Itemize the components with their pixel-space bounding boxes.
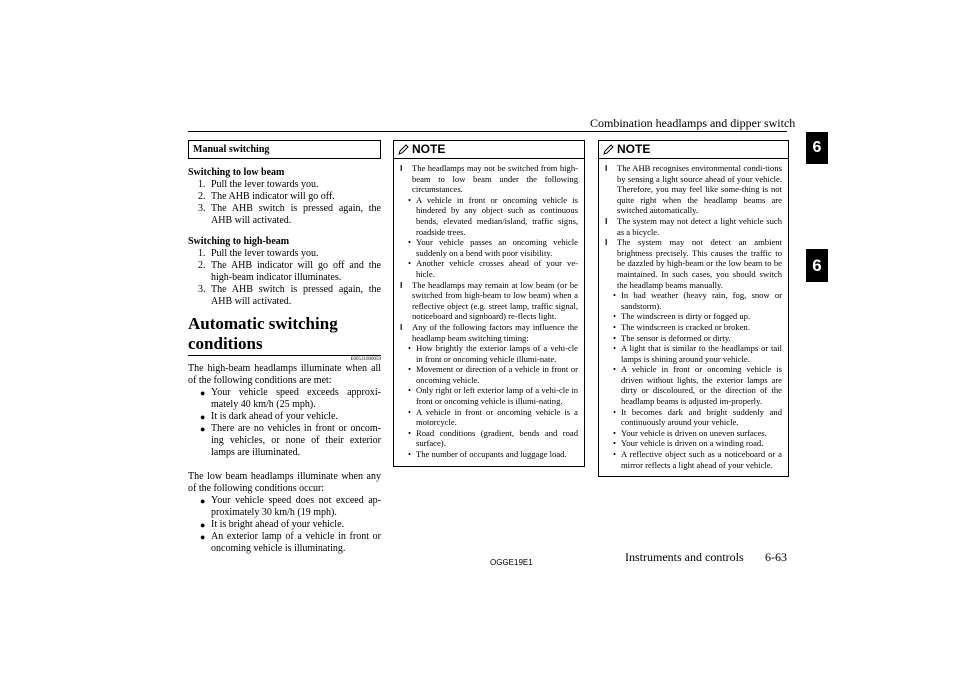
- note-subitem: • The windscreen is cracked or broken.: [613, 322, 782, 333]
- footer-section: Instruments and controls: [625, 550, 744, 564]
- note-subitem: • A reflective object such as a noticeboard or a mirror reflects a light ahead of your vehicle.: [613, 449, 782, 470]
- section-code: E00531600059: [350, 357, 381, 362]
- chapter-tab: 6: [806, 132, 828, 164]
- note-item: l The system may not detect an ambient brightness precisely. This causes the traffic to be dazzled by high-beam or the low beam to be maintained. In such cases, you should switch the headlamp beams manually.: [605, 237, 782, 290]
- list-item: 3. The AHB switch is pressed again, the AHB will activated.: [208, 284, 381, 308]
- note-subitem: • It becomes dark and bright suddenly and continuously around your vehicle.: [613, 407, 782, 428]
- low-beam-heading: Switching to low beam: [188, 167, 285, 178]
- note-subitem: • Your vehicle passes an oncoming vehicle suddenly on a bend with poor visibility.: [408, 237, 578, 258]
- high-beam-steps: [188, 248, 381, 308]
- note-subitem: • Another vehicle crosses ahead of your ve-hicle.: [408, 258, 578, 279]
- low-beam-steps: [188, 179, 381, 227]
- note-item: l The headlamps may not be switched from high-beam to low beam under the following circumstances.: [400, 163, 578, 195]
- note-label: NOTE: [412, 142, 446, 157]
- note-subitem: • Road conditions (gradient, bends and road surface).: [408, 428, 578, 449]
- list-item: ● Your vehicle speed exceeds approxi-mately 40 km/h (25 mph).: [200, 387, 381, 411]
- note-header: [599, 141, 788, 159]
- note-subitem: • The sensor is deformed or dirty.: [613, 333, 782, 344]
- note-subitem: • In bad weather (heavy rain, fog, snow or sandstorm).: [613, 290, 782, 311]
- note-label: NOTE: [617, 142, 651, 157]
- note-pencil-icon: [398, 144, 409, 155]
- note-subitem: • A vehicle in front or oncoming vehicle is a motorcycle.: [408, 407, 578, 428]
- footer-code: OGGE19E1: [490, 558, 533, 567]
- note-subitem: • Your vehicle is driven on a winding road.: [613, 438, 782, 449]
- list-item: ● An exterior lamp of a vehicle in front or oncoming vehicle is illuminating.: [200, 531, 381, 555]
- note-subitem: • The number of occupants and luggage load.: [408, 449, 578, 460]
- note-item: l Any of the following factors may influence the headlamp beam switching timing:: [400, 322, 578, 343]
- note-body: [599, 159, 788, 476]
- list-item: ● Your vehicle speed does not exceed ap-proximately 30 km/h (19 mph).: [200, 495, 381, 519]
- header-rule: [188, 131, 787, 132]
- list-item: 1. Pull the lever towards you.: [208, 248, 381, 260]
- note-item: l The AHB recognises environmental condi-tions by sensing a light source ahead of your vehicle. Therefore, you may feel like some-thing is not quite right when the headlamp beams are switched automatically.: [605, 163, 782, 216]
- note-subitem: • Movement or direction of a vehicle in front or oncoming vehicle.: [408, 364, 578, 385]
- chapter-side-tab: 6: [806, 249, 828, 282]
- list-item: ● There are no vehicles in front or oncom-ing vehicles, or none of their exterior lamps are illuminated.: [200, 423, 381, 459]
- section-title: Automatic switching conditions: [188, 314, 381, 356]
- page-number: 6-63: [765, 550, 787, 564]
- list-item: ● It is bright ahead of your vehicle.: [200, 519, 381, 531]
- high-conditions-list: [188, 387, 381, 459]
- column-1: [188, 140, 381, 555]
- note-item: l The system may not detect a light vehicle such as a bicycle.: [605, 216, 782, 237]
- manual-switching-box: Manual switching: [188, 140, 381, 159]
- note-subitem: • How brightly the exterior lamps of a vehi-cle in front or oncoming vehicle illumi-nate.: [408, 343, 578, 364]
- note-subitem: • Your vehicle is driven on uneven surfaces.: [613, 428, 782, 439]
- note-body: [394, 159, 584, 466]
- list-item: 3. The AHB switch is pressed again, the AHB will activated.: [208, 203, 381, 227]
- note-header: [394, 141, 584, 159]
- note-box-1: [393, 140, 585, 467]
- low-conditions-list: [188, 495, 381, 555]
- high-beam-heading: Switching to high-beam: [188, 236, 290, 247]
- note-box-2: [598, 140, 789, 477]
- list-item: ● It is dark ahead of your vehicle.: [200, 411, 381, 423]
- list-item: 2. The AHB indicator will go off.: [208, 191, 381, 203]
- note-subitem: • The windscreen is dirty or fogged up.: [613, 311, 782, 322]
- note-subitem: • A vehicle in front or oncoming vehicle is hindered by any object such as continuous bends, elevated median/island, traffic signs, roadside trees.: [408, 195, 578, 237]
- page-header-title: Combination headlamps and dipper switch: [590, 116, 796, 130]
- list-item: 2. The AHB indicator will go off and the high-beam indicator illuminates.: [208, 260, 381, 284]
- paragraph: The high-beam headlamps illuminate when all of the following conditions are met:: [188, 363, 381, 386]
- note-pencil-icon: [603, 144, 614, 155]
- note-item: l The headlamps may remain at low beam (or be switched from high-beam to low beam) when a reflective object (e.g. street lamp, traffic signal, noticeboard and signboard) re-flects light.: [400, 280, 578, 322]
- paragraph: The low beam headlamps illuminate when any of the following conditions occur:: [188, 471, 381, 494]
- list-item: 1. Pull the lever towards you.: [208, 179, 381, 191]
- note-subitem: • Only right or left exterior lamp of a vehi-cle in front or oncoming vehicle is illumi-nating.: [408, 385, 578, 406]
- note-subitem: • A light that is similar to the headlamps or tail lamps is shining around your vehicle.: [613, 343, 782, 364]
- note-subitem: • A vehicle in front or oncoming vehicle is driven without lights, the exterior lamps are dirty or discoloured, or the direction of the headlamp beams is adjusted im-properly.: [613, 364, 782, 406]
